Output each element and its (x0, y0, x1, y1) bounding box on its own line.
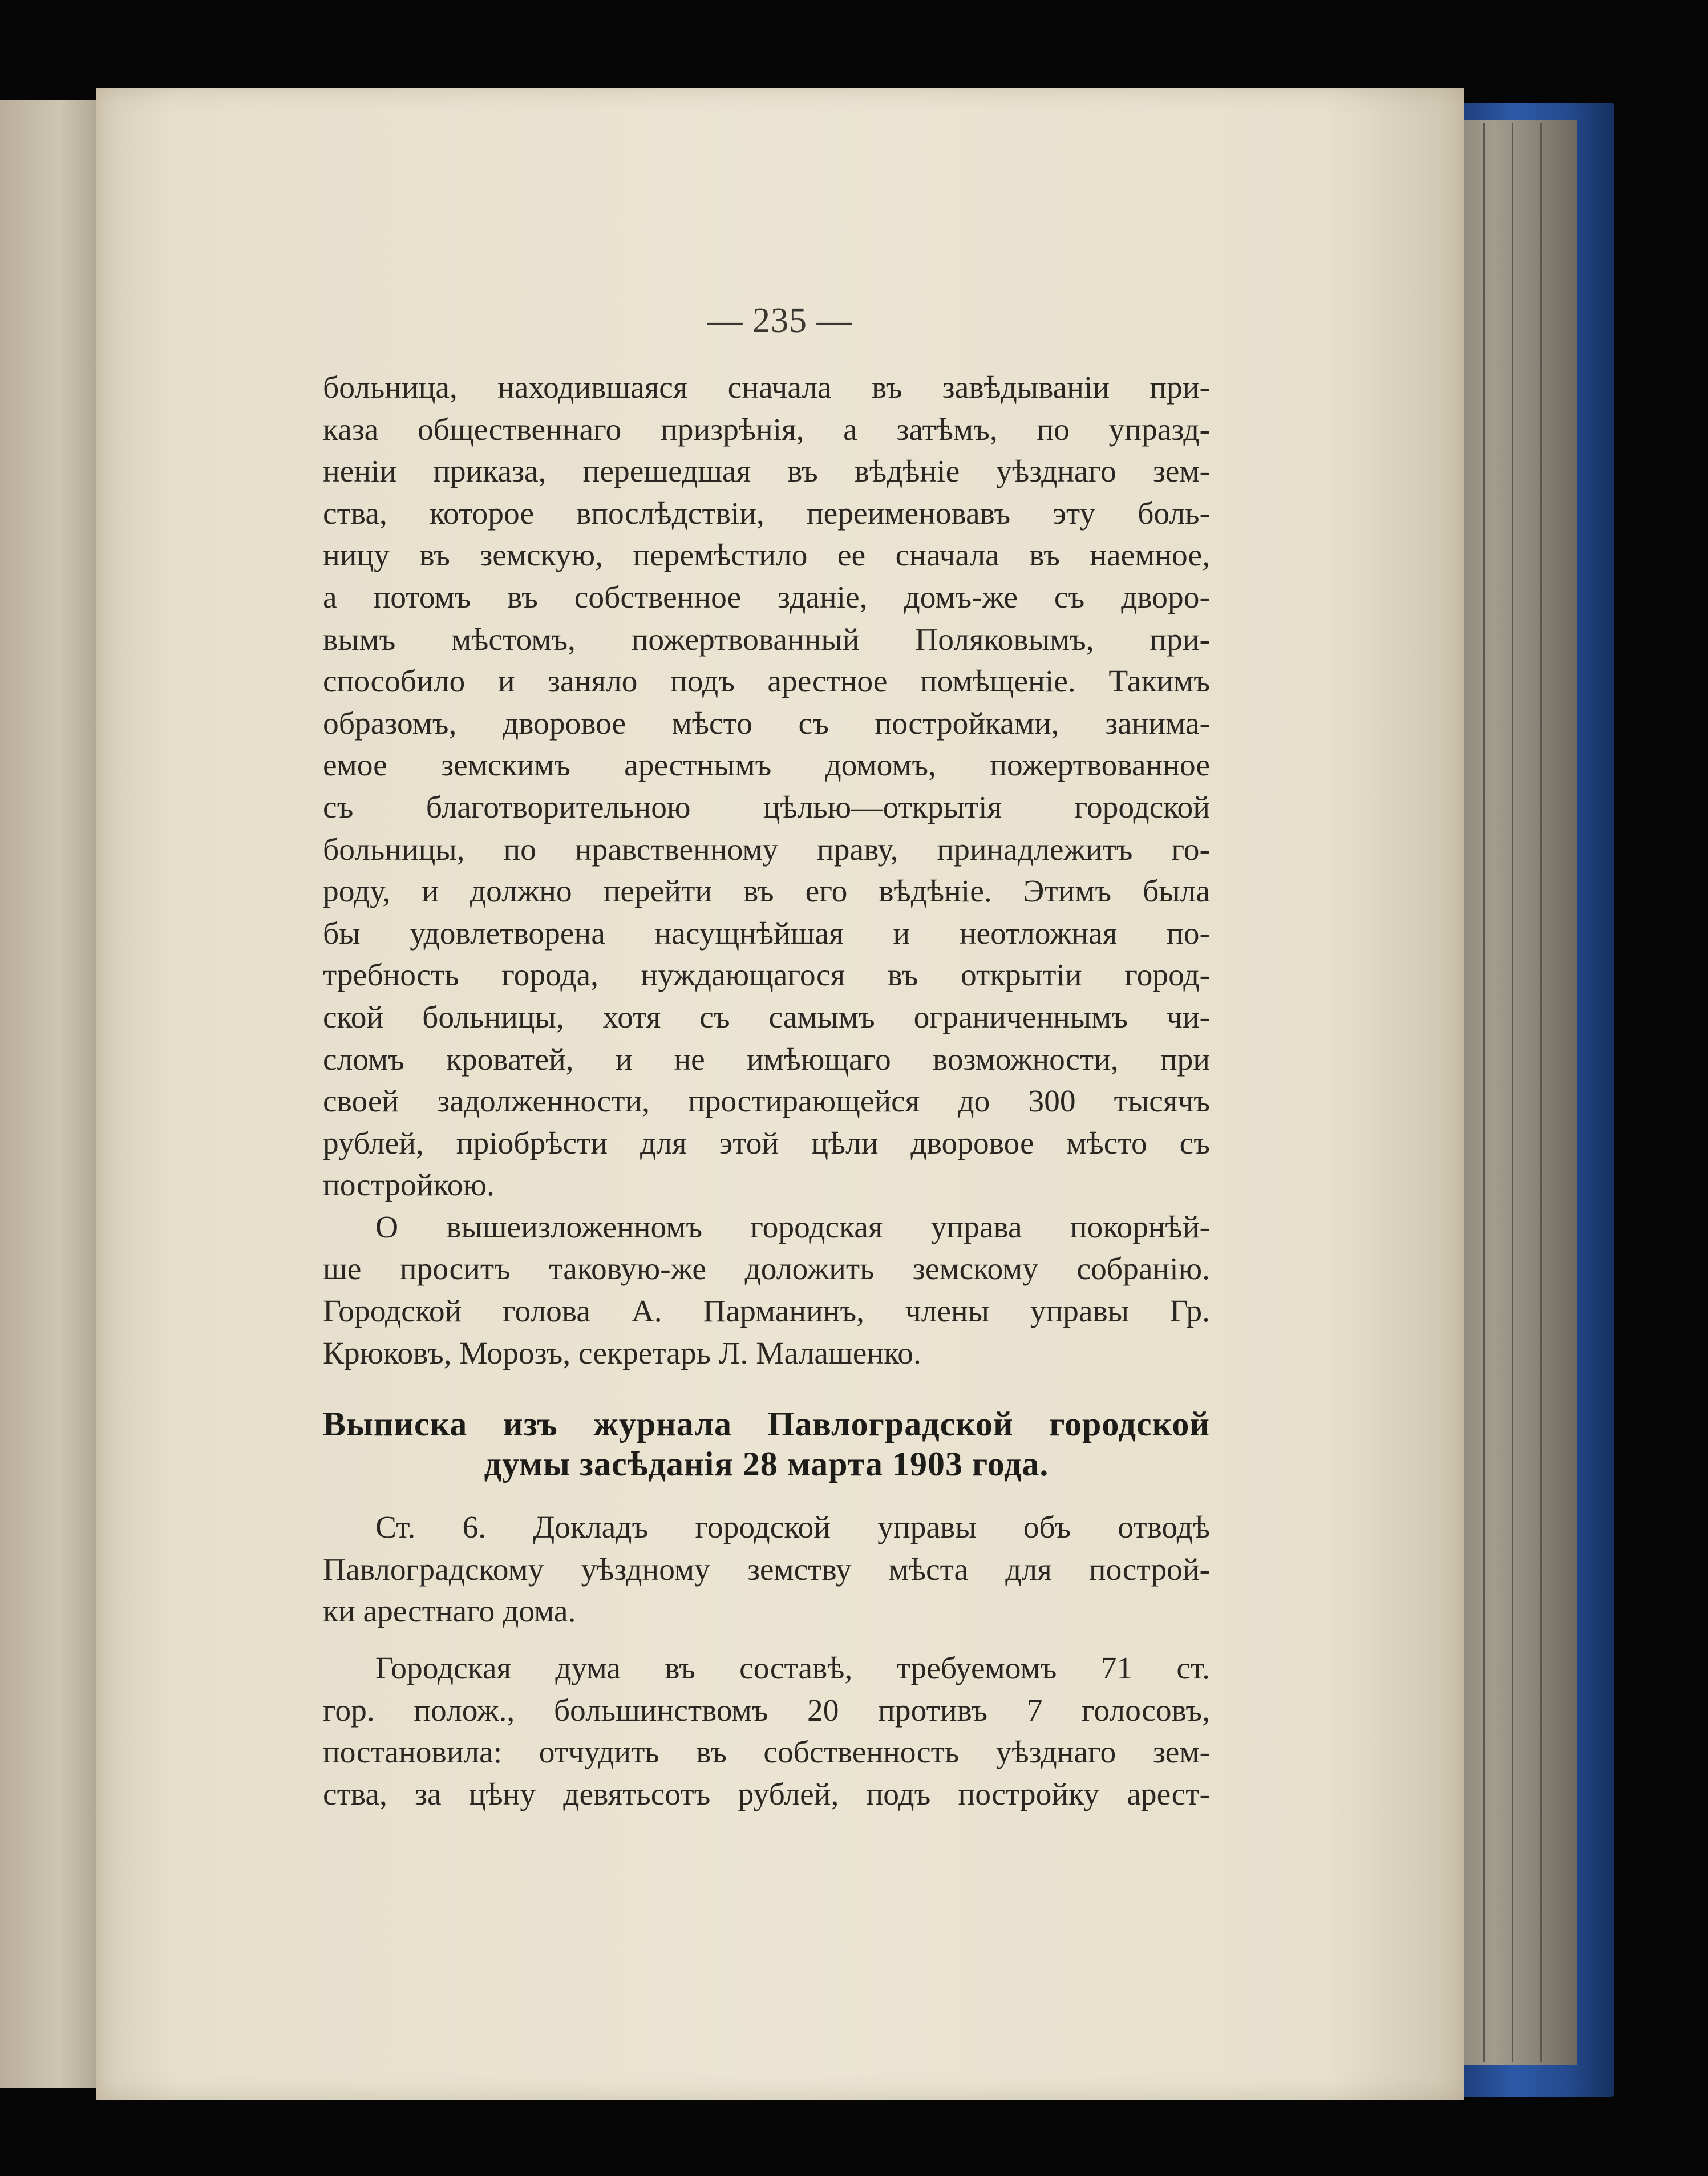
book-page (96, 88, 1464, 2100)
page-stack-line (1483, 123, 1485, 2062)
text-line: требность города, нуждающагося въ открытіи город- (323, 958, 1210, 993)
text-line: каза общественнаго призрѣнія, а затѣмъ, по упразд- (323, 412, 1210, 447)
text-line: емое земскимъ арестнымъ домомъ, пожертвованное (323, 748, 1210, 783)
text-line: Городская дума въ составѣ, требуемомъ 71 ст. (375, 1651, 1210, 1686)
text-line: роду, и должно перейти въ его вѣдѣніе. Этимъ была (323, 874, 1210, 909)
text-line: неніи приказа, перешедшая въ вѣдѣніе уѣзднаго зем- (323, 454, 1210, 490)
text-line: ства, за цѣну девятьсотъ рублей, подъ постройку арест- (323, 1777, 1210, 1812)
text-line: образомъ, дворовое мѣсто съ постройками, занима- (323, 706, 1210, 741)
page-text (323, 367, 1210, 1815)
text-line: съ благотворительною цѣлью—открытія городской (323, 790, 1210, 825)
text-line: ки арестнаго дома. (323, 1594, 576, 1629)
spacer (323, 1374, 1210, 1404)
text-line: своей задолженности, простирающейся до 300 тысячъ (323, 1084, 1210, 1119)
text-line: ства, которое впослѣдствіи, переименовавъ эту боль- (323, 496, 1210, 531)
text-line: рублей, пріобрѣсти для этой цѣли дворовое мѣсто съ (323, 1126, 1210, 1161)
paragraph-article-6 (323, 1507, 1210, 1633)
page-block-edge (1458, 120, 1577, 2065)
text-line: О вышеизложенномъ городская управа покорнѣй- (375, 1210, 1210, 1245)
heading-line: думы засѣданія 28 марта 1903 года. (484, 1445, 1049, 1483)
page-stack-line (1540, 123, 1542, 2062)
text-line: гор. полож., большинствомъ 20 противъ 7 голосовъ, (323, 1693, 1210, 1728)
text-line: ше проситъ таковую-же доложить земскому собранію. (323, 1252, 1210, 1287)
section-heading (323, 1404, 1210, 1484)
text-line: больницы, по нравственному праву, принадлежитъ го- (323, 832, 1210, 867)
text-line: постройкою. (323, 1168, 495, 1203)
text-line: бы удовлетворена насущнѣйшая и неотложная по- (323, 916, 1210, 951)
left-facing-page-edge (0, 100, 108, 2088)
text-line: Городской голова А. Парманинъ, члены управы Гр. (323, 1294, 1210, 1329)
paragraph-resolution (323, 1648, 1210, 1815)
text-line: Павлоградскому уѣздному земству мѣста для построй- (323, 1552, 1210, 1587)
text-line: вымъ мѣстомъ, пожертвованный Поляковымъ, при- (323, 622, 1210, 657)
page-stack-line (1512, 123, 1513, 2062)
paragraph-city-council (323, 1207, 1210, 1374)
text-line: ницу въ земскую, перемѣстило ее сначала въ наемное, (323, 538, 1210, 573)
text-line: ской больницы, хотя съ самымъ ограниченнымъ чи- (323, 1000, 1210, 1035)
paragraph-continued (323, 367, 1210, 1207)
spacer (323, 1633, 1210, 1648)
text-line: больница, находившаяся сначала въ завѣдываніи при- (323, 370, 1210, 405)
text-line: а потомъ въ собственное зданіе, домъ-же съ дворо- (323, 580, 1210, 615)
text-line: способило и заняло подъ арестное помѣщеніе. Такимъ (323, 664, 1210, 699)
text-line: постановила: отчудить въ собственность уѣзднаго зем- (323, 1735, 1210, 1770)
heading-line: Выписка изъ журнала Павлоградской городской (323, 1405, 1210, 1443)
text-line: Крюковъ, Морозъ, секретарь Л. Малашенко. (323, 1336, 921, 1371)
text-line: сломъ кроватей, и не имѣющаго возможности, при (323, 1042, 1210, 1077)
text-line: Ст. 6. Докладъ городской управы объ отводѣ (375, 1510, 1210, 1546)
page-number: — 235 — (707, 301, 853, 340)
spacer (323, 1484, 1210, 1507)
